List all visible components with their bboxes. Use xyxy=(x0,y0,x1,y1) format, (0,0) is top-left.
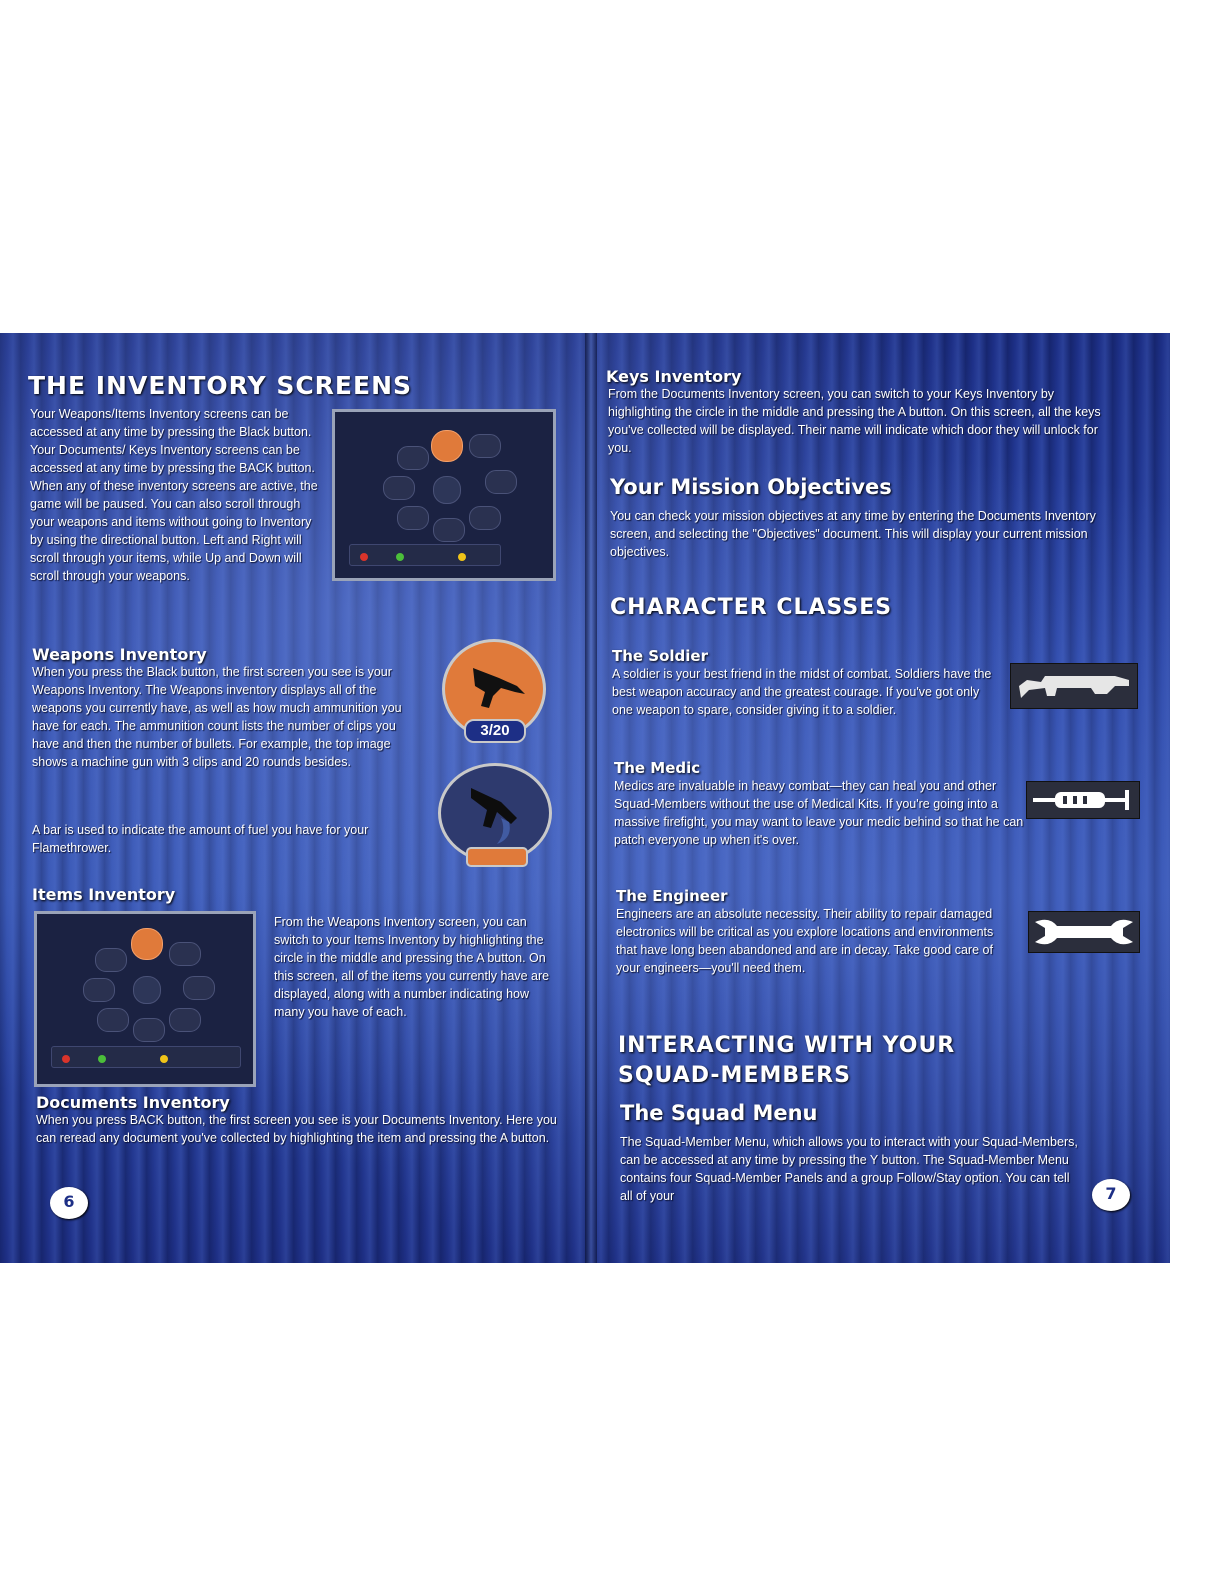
inventory-hud-bar xyxy=(51,1046,241,1068)
items-inventory-screenshot xyxy=(34,911,256,1087)
a-button-icon xyxy=(98,1055,106,1063)
keys-inventory-heading: Keys Inventory xyxy=(606,367,742,386)
slot-weapon-selected xyxy=(431,430,463,462)
slot-item-selected xyxy=(131,928,163,960)
syringe-icon xyxy=(1027,782,1139,818)
wrench-icon xyxy=(1028,911,1140,953)
slot-item xyxy=(133,1018,165,1042)
slot-item xyxy=(169,1008,201,1032)
slot-weapon xyxy=(485,470,517,494)
slot-item xyxy=(183,976,215,1000)
soldier-text: A soldier is your best friend in the midst of combat. Soldiers have the best weapon accuracy and the greatest courage. If you've got only one weapon to spare, consider giving it to a soldier. xyxy=(612,667,992,717)
weapons-inventory-text: When you press the Black button, the first screen you see is your Weapons Inventory. The Weapons inventory displays all of the weapons you currently have, as well as how much ammunition you have for each. The ammunition count lists the number of clips you have and then the number of bullets. For example, the top image shows a machine gun with 3 clips and 20 rounds besides. xyxy=(32,665,402,769)
flamethrower-icon xyxy=(441,766,549,860)
interacting-heading-line1: INTERACTING WITH YOUR xyxy=(618,1033,956,1058)
syringe-icon xyxy=(1026,781,1140,819)
slot-weapon xyxy=(469,506,501,530)
inventory-intro-text: Your Weapons/Items Inventory screens can be accessed at any time by pressing the Black button. Your Documents/ Keys Inventory screens can be accessed at any time by pressing the BACK button. When any of these inventory screens are active, the game will be paused. You can also scroll through your weapons and items without going to Inventory by using the directional button. Left and Right will scroll through your items, while Up and Down will scroll through your weapons. xyxy=(30,407,318,583)
engineer-heading: The Engineer xyxy=(616,887,728,905)
wrench-icon xyxy=(1029,912,1139,952)
slot-item xyxy=(83,978,115,1002)
ammo-count-badge: 3/20 xyxy=(464,719,526,743)
squad-menu-heading: The Squad Menu xyxy=(620,1101,818,1125)
slot-weapon xyxy=(469,434,501,458)
manual-spread xyxy=(0,333,1170,1263)
engineer-text: Engineers are an absolute necessity. Their ability to repair damaged electronics will be critical as you explore locations and environments that have long been abandoned and are in decay. Take good care of your engineers—you'll need them. xyxy=(616,907,994,975)
slot-weapon xyxy=(397,506,429,530)
medic-heading: The Medic xyxy=(614,759,701,777)
weapons-inventory-screenshot xyxy=(332,409,556,581)
inventory-hud-bar xyxy=(349,544,501,566)
slot-weapon xyxy=(397,446,429,470)
items-inventory-heading: Items Inventory xyxy=(32,885,176,904)
left-page xyxy=(0,333,590,1263)
inventory-screens-heading: THE INVENTORY SCREENS xyxy=(28,371,413,400)
page-number-right: 7 xyxy=(1092,1179,1130,1211)
medic-text: Medics are invaluable in heavy combat—they can heal you and other Squad-Members without the use of Medical Kits. If you're going into a massive firefight, you may want to leave your medic behind so that he can patch everyone up when it's over. xyxy=(614,779,1024,847)
fuel-text: A bar is used to indicate the amount of fuel you have for your Flamethrower. xyxy=(32,823,369,855)
b-button-icon xyxy=(360,553,368,561)
page-number-left: 6 xyxy=(50,1187,88,1219)
b-button-icon xyxy=(62,1055,70,1063)
documents-inventory-heading: Documents Inventory xyxy=(36,1093,230,1112)
slot-item xyxy=(95,948,127,972)
slot-item xyxy=(97,1008,129,1032)
rifle-icon xyxy=(1010,663,1138,709)
inventory-switch-circle xyxy=(133,976,161,1004)
slot-weapon xyxy=(433,518,465,542)
inventory-switch-circle xyxy=(433,476,461,504)
weapons-inventory-heading: Weapons Inventory xyxy=(32,645,207,664)
squad-menu-text: The Squad-Member Menu, which allows you to interact with your Squad-Members, can be accessed at any time by pressing the Y button. The Squad-Member Menu contains four Squad-Member Panels and a group Follow/Stay option. You can tell all of your xyxy=(620,1135,1078,1203)
slot-item xyxy=(169,942,201,966)
items-inventory-text: From the Weapons Inventory screen, you can switch to your Items Inventory by highlighting the circle in the middle and pressing the A button. On this screen, all of the items you currently have are displayed, along with a number indicating how many you have of each. xyxy=(274,915,550,1019)
rifle-icon xyxy=(1011,664,1137,708)
soldier-heading: The Soldier xyxy=(612,647,709,665)
character-classes-heading: CHARACTER CLASSES xyxy=(610,595,893,620)
y-button-icon xyxy=(160,1055,168,1063)
mission-objectives-heading: Your Mission Objectives xyxy=(610,475,892,499)
interacting-heading-line2: SQUAD-MEMBERS xyxy=(618,1063,851,1088)
slot-weapon xyxy=(383,476,415,500)
documents-inventory-text: When you press BACK button, the first screen you see is your Documents Inventory. Here you can reread any document you've collected by highlighting the item and pressing the A button. xyxy=(36,1113,557,1145)
keys-inventory-text: From the Documents Inventory screen, you can switch to your Keys Inventory by highlighting the circle in the middle and pressing the A button. On this screen, all the keys you've collected will be displayed. Their name will indicate which door they will unlock for you. xyxy=(608,387,1101,455)
y-button-icon xyxy=(458,553,466,561)
right-page xyxy=(592,333,1170,1263)
a-button-icon xyxy=(396,553,404,561)
mission-objectives-text: You can check your mission objectives at any time by entering the Documents Inventory screen, and selecting the "Objectives" document. This will display your current mission objectives. xyxy=(610,509,1096,559)
fuel-bar xyxy=(466,847,528,867)
